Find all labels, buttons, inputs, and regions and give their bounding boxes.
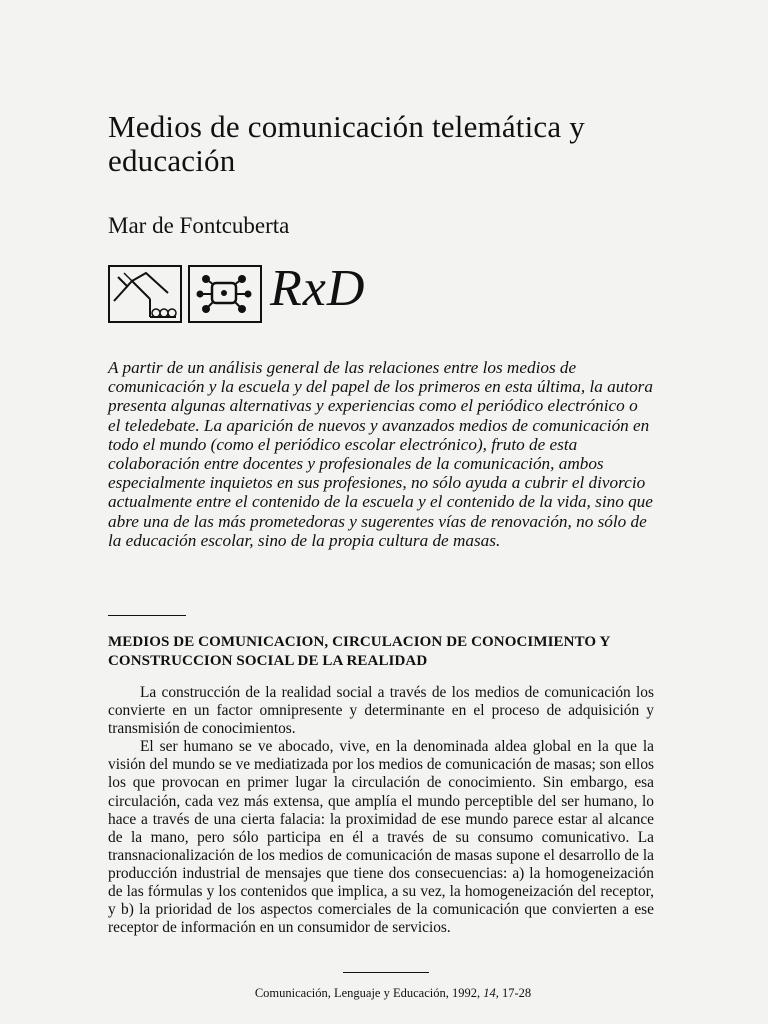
rxd-logo: RxD [270,260,366,317]
journal-citation [228,985,558,1001]
footer-divider [343,972,429,973]
article-abstract: A partir de un análisis general de las relaciones entre los medios de comunicación y la escuela y del papel de los primeros en esta última, la autora presenta algunas alternativas y experiencias como el periódico electrónico o el teledebate. La aparición de nuevos y avanzados medios de comunicación en todo el mundo (como el periódico escolar electrónico), fruto de esta colaboración entre docentes y profesionales de la comunicación, ambos especialmente inquietos en sus profesiones, no sólo ayuda a cubrir el divorcio actualmente entre el contenido de la escuela y el contenido de la vida, sino que abre una de las más prometedoras y sugerentes vías de renovación, no sólo de la educación escolar, sino de la propia cultura de masas. [108,358,653,550]
publisher-logos [108,260,438,335]
section-heading: MEDIOS DE COMUNICACION, CIRCULACION DE CONOCIMIENTO Y CONSTRUCCION SOCIAL DE LA REALIDAD [108,634,610,669]
body-paragraph: El ser humano se ve abocado, vive, en la denominada aldea global en la que la visión del mundo se ve mediatizada por los medios de comunicación de masas; son ellos los que provocan en primer lugar la circulación de conocimiento. Sin embargo, esa circulación, cada vez más extensa, que amplía el mundo perceptible del ser humano, lo hace a través de una cierta falacia: la proximidad de ese mundo parece estar al alcance de la mano, pero sólo participa en él a través de su consumo comunicativo. La transnacionalización de los medios de comunicación de masas supone el desarrollo de la producción industrial de mensajes que tiene dos consecuencias: a) la homogeneización de las fórmulas y los contenidos que implica, a su vez, la homogeneización del receptor, y b) la prioridad de los aspectos comerciales de la comunicación que convierten a ese receptor de información en un consumidor de servicios. [108,738,654,937]
network-logo-icon [188,265,262,323]
citation-pages: 17-28 [501,986,532,1000]
house-logo-icon [108,265,182,323]
article-author: Mar de Fontcuberta [108,213,290,238]
body-text [108,684,654,937]
body-paragraph: La construcción de la realidad social a través de los medios de comunicación los convierte en un factor omnipresente y determinante en el proceso de adquisición y transmisión de conocimientos. [108,684,654,738]
article-title: Medios de comunicación telemática y educación [108,109,585,178]
abstract-divider [108,615,186,616]
citation-volume: 14, [483,986,499,1000]
citation-journal: Comunicación, Lenguaje y Educación, 1992, [254,986,481,1000]
